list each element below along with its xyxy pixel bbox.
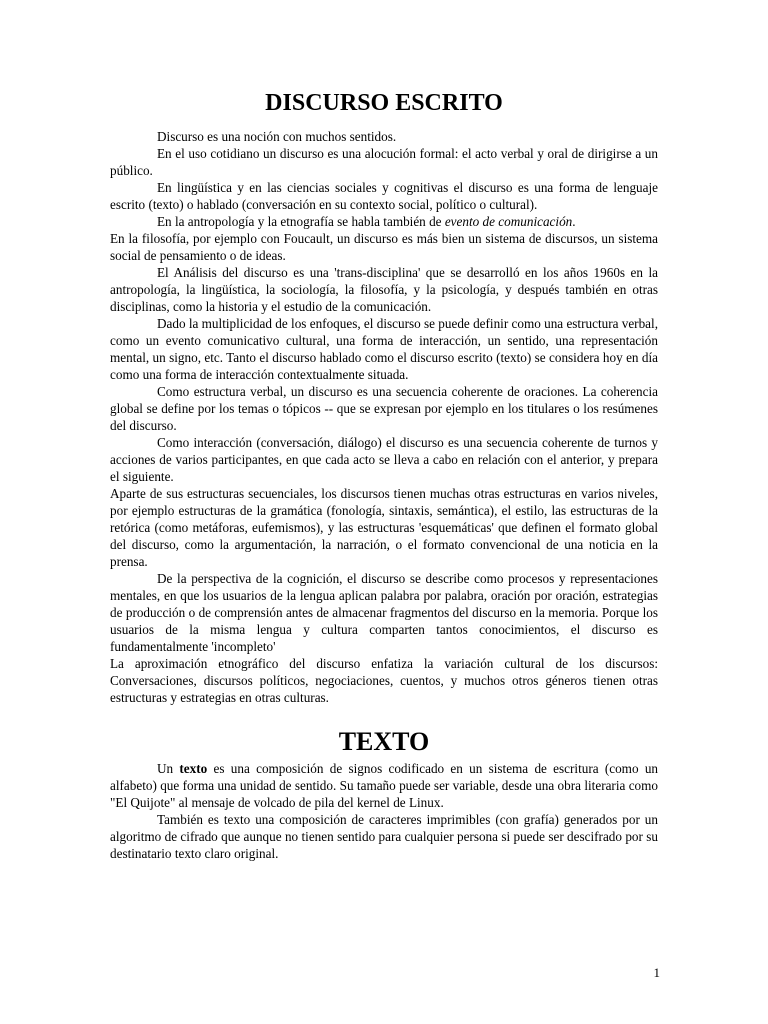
paragraph: En lingüística y en las ciencias sociales y cognitivas el discurso es una forma de lenguaje escrito (texto) o hablado (conversación en su contexto social, político o cultural).: [110, 180, 658, 212]
page-content: [110, 90, 658, 862]
paragraph: La aproximación etnográfico del discurso enfatiza la variación cultural de los discursos: Conversaciones, discursos políticos, negociaciones, cuentos, y muchos otros géneros tienen otras estructuras y estrategias en otras culturas.: [110, 656, 658, 705]
paragraph: [110, 760, 658, 811]
paragraph: En el uso cotidiano un discurso es una alocución formal: el acto verbal y oral de dirigirse a un público.: [110, 146, 658, 178]
paragraph: [110, 213, 658, 230]
paragraph: Discurso es una noción con muchos sentidos.: [157, 129, 397, 144]
paragraph: Aparte de sus estructuras secuenciales, los discursos tienen muchas otras estructuras en varios niveles, por ejemplo estructuras de la gramática (fonología, sintaxis, semántica), el estilo, las estructuras de la retórica (como metáforas, eufemismos), y las estructuras 'esquemáticas' que definen el formato global del discurso, como la argumentación, la narración, o el formato convencional de una noticia en la prensa.: [110, 486, 658, 569]
paragraph-text: es una composición de signos codificado en un sistema de escritura (como un alfabeto) que forma una unidad de sentido. Su tamaño puede ser variable, desde una obra literaria como "El Quijote" al mensaje de volcado de pila del kernel de Linux.: [110, 761, 659, 810]
paragraph: En la filosofía, por ejemplo con Foucault, un discurso es más bien un sistema de discursos, un sistema social de pensamiento o de ideas.: [110, 231, 658, 263]
paragraph: Como estructura verbal, un discurso es una secuencia coherente de oraciones. La coherencia global se define por los temas o tópicos -- que se expresan por ejemplo en los titulares o los resúmenes del discurso.: [110, 384, 658, 433]
paragraph: También es texto una composición de caracteres imprimibles (con grafía) generados por un algoritmo de cifrado que aunque no tienen sentido para cualquier persona si puede ser descifrado por su destinatario texto claro original.: [110, 812, 658, 861]
section-title-texto: TEXTO: [338, 727, 430, 756]
section-title-discurso-escrito: DISCURSO ESCRITO: [265, 90, 503, 116]
emphasized-term: evento de comunicación: [444, 214, 573, 229]
paragraph-text: En la antropología y la etnografía se habla también de: [157, 214, 445, 229]
paragraph: Como interacción (conversación, diálogo) el discurso es una secuencia coherente de turnos y acciones de varios participantes, en que cada acto se lleva a cabo en relación con el anterior, y prepara el siguiente.: [110, 435, 658, 484]
paragraph-text: Un: [157, 761, 180, 776]
paragraph-text: .: [572, 214, 576, 229]
bold-term: texto: [179, 761, 208, 776]
paragraph: De la perspectiva de la cognición, el discurso se describe como procesos y representaciones mentales, en que los usuarios de la lengua aplican palabra por palabra, oración por oración, estrategias de producción o de comprensión antes de almacenar fragmentos del discurso en la memoria. Porque los usuarios de la misma lengua y cultura comparten tantos conocimientos, el discurso es fundamentalmente 'incompleto': [110, 571, 658, 654]
paragraph: Dado la multiplicidad de los enfoques, el discurso se puede definir como una estructura verbal, como un evento comunicativo cultural, una forma de interacción, un sentido, una representación mental, un signo, etc. Tanto el discurso hablado como el discurso escrito (texto) se considera hoy en día como una forma de interacción contextualmente situada.: [110, 316, 658, 382]
page-number: 1: [653, 965, 660, 980]
paragraph: El Análisis del discurso es una 'trans-disciplina' que se desarrolló en los años 1960s en la antropología, la lingüística, la sociología, la filosofía, y la psicología, y después también en otras disciplinas, como la historia y el estudio de la comunicación.: [110, 265, 658, 314]
